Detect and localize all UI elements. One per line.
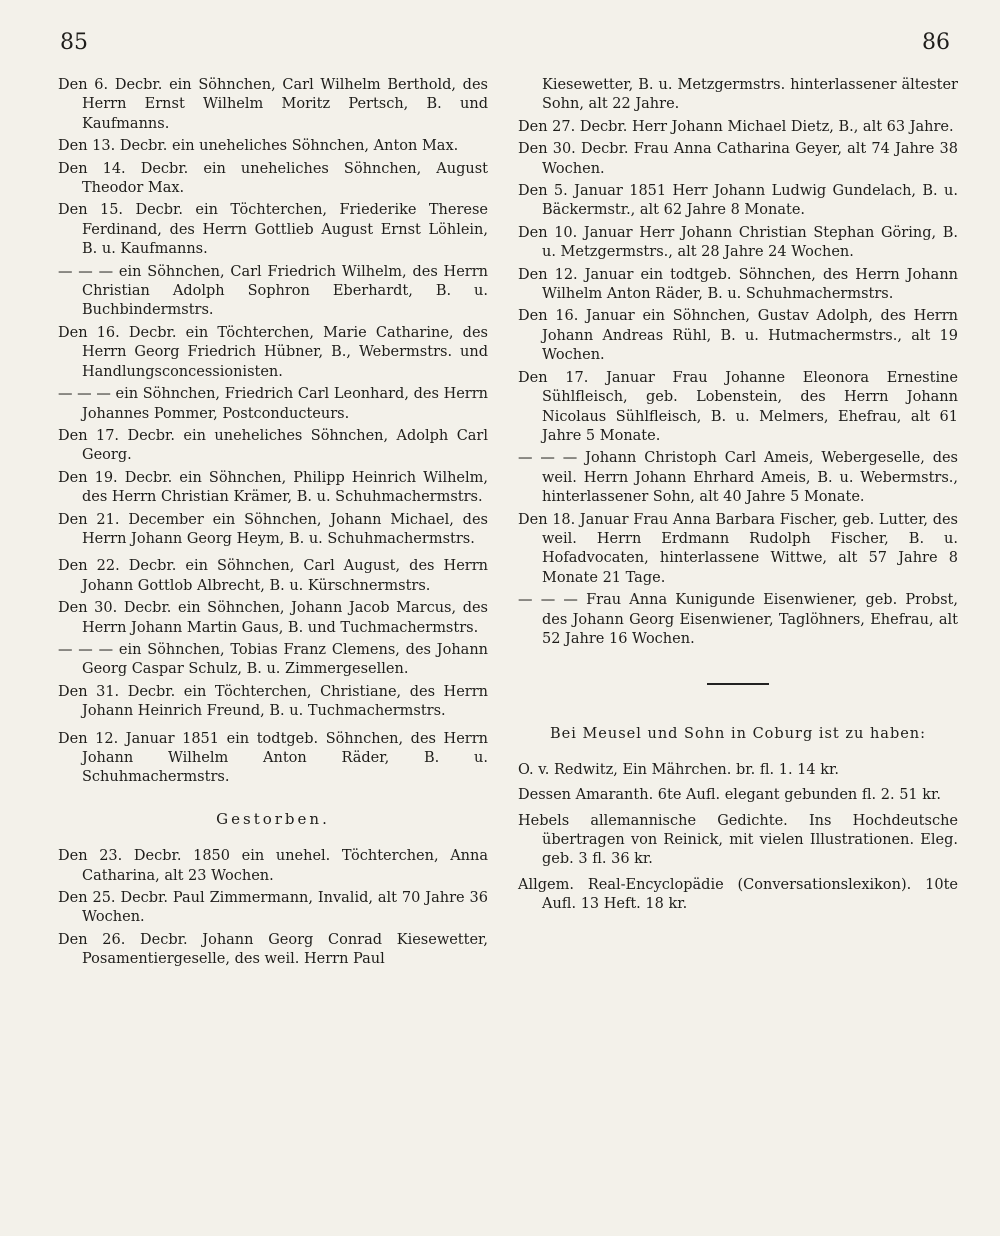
birth-entry: Den 13. Decbr. ein uneheliches Söhnchen, Anton Max. xyxy=(58,138,459,155)
section-divider xyxy=(707,683,769,685)
left-column xyxy=(58,76,488,973)
page-number-left: 85 xyxy=(60,30,88,55)
death-entry: Den 18. Januar Frau Anna Barbara Fischer, geb. Lutter, des weil. Herrn Erdmann Rudolph Fischer, B. u. Hofadvocaten, hinterlassene Wittwe, alt 57 Jahre 8 Monate 21 Tage. xyxy=(518,511,958,586)
page-number-right: 86 xyxy=(922,30,950,55)
birth-entry: Den 16. Decbr. ein Töchterchen, Marie Catharine, des Herrn Georg Friedrich Hübner, B., Webermstrs. und Handlungsconcessionisten. xyxy=(58,324,488,380)
death-entry: Den 16. Januar ein Söhnchen, Gustav Adolph, des Herrn Johann Andreas Rühl, B. u. Hutmachermstrs., alt 19 Wochen. xyxy=(518,308,958,364)
book-advertisement: Dessen Amaranth. 6te Aufl. elegant gebunden fl. 2. 51 kr. xyxy=(518,787,941,804)
death-entry: Den 23. Decbr. 1850 ein unehel. Töchterchen, Anna Catharina, alt 23 Wochen. xyxy=(58,848,488,884)
book-advertisement: O. v. Redwitz, Ein Mährchen. br. fl. 1. 14 kr. xyxy=(518,761,839,778)
birth-entry: Den 31. Decbr. ein Töchterchen, Christiane, des Herrn Johann Heinrich Freund, B. u. Tuchmachermstrs. xyxy=(58,683,488,720)
book-advertisement: Hebels allemannische Gedichte. Ins Hochdeutsche übertragen von Reinick, mit vielen Illustrationen. Eleg. geb. 3 fl. 36 kr. xyxy=(518,812,958,868)
death-entry: Den 27. Decbr. Herr Johann Michael Dietz, B., alt 63 Jahre. xyxy=(518,118,954,135)
birth-entry: Den 21. December ein Söhnchen, Johann Michael, des Herrn Johann Georg Heym, B. u. Schuhmachermstrs. xyxy=(58,511,488,547)
birth-entry: Den 30. Decbr. ein Söhnchen, Johann Jacob Marcus, des Herrn Johann Martin Gaus, B. und Tuchmachermstrs. xyxy=(58,600,488,636)
birth-entry: Den 19. Decbr. ein Söhnchen, Philipp Heinrich Wilhelm, des Herrn Christian Krämer, B. u. Schuhmachermstrs. xyxy=(58,469,488,506)
death-entry: — — — Johann Christoph Carl Ameis, Webergeselle, des weil. Herrn Johann Ehrhard Ameis, B. u. Webermstrs., hinterlassener Sohn, alt 40 Jahre 5 Monate. xyxy=(518,450,958,506)
death-entry: Den 12. Januar ein todtgeb. Söhnchen, des Herrn Johann Wilhelm Anton Räder, B. u. Schuhmachermstrs. xyxy=(518,266,958,303)
book-advertisement: Allgem. Real-Encyclopädie (Conversationslexikon). 10te Aufl. 13 Heft. 18 kr. xyxy=(518,876,958,913)
death-entry: — — — Frau Anna Kunigunde Eisenwiener, geb. Probst, des Johann Georg Eisenwiener, Taglöhners, Ehefrau, alt 52 Jahre 16 Wochen. xyxy=(518,592,958,647)
birth-entry: — — — ein Söhnchen, Tobias Franz Clemens, des Johann Georg Caspar Schulz, B. u. Zimmergesellen. xyxy=(58,641,488,678)
right-column xyxy=(518,76,958,921)
death-entry: Den 25. Decbr. Paul Zimmermann, Invalid, alt 70 Jahre 36 Wochen. xyxy=(58,890,488,926)
death-entry-continuation: Kiesewetter, B. u. Metzgermstrs. hinterlassener ältester Sohn, alt 22 Jahre. xyxy=(542,77,958,113)
birth-entry: Den 22. Decbr. ein Söhnchen, Carl August, des Herrn Johann Gottlob Albrecht, B. u. Kürschnermstrs. xyxy=(58,558,488,594)
death-entry: Den 30. Decbr. Frau Anna Catharina Geyer, alt 74 Jahre 38 Wochen. xyxy=(518,141,958,177)
death-entry: Den 10. Januar Herr Johann Christian Stephan Göring, B. u. Metzgermstrs., alt 28 Jahre 24 Wochen. xyxy=(518,224,958,261)
birth-entry: Den 12. Januar 1851 ein todtgeb. Söhnchen, des Herrn Johann Wilhelm Anton Räder, B. u. Schuhmachermstrs. xyxy=(58,730,488,786)
deaths-heading: Gestorben. xyxy=(216,809,330,828)
death-entry: Den 17. Januar Frau Johanne Eleonora Ernestine Sühlfleisch, geb. Lobenstein, des Herrn Johann Nicolaus Sühlfleisch, B. u. Melmers, Ehefrau, alt 61 Jahre 5 Monate. xyxy=(518,369,958,444)
birth-entry: Den 15. Decbr. ein Töchterchen, Friederike Therese Ferdinand, des Herrn Gottlieb August Ernst Löhlein, B. u. Kaufmanns. xyxy=(58,202,488,258)
birth-entry: Den 14. Decbr. ein uneheliches Söhnchen, August Theodor Max. xyxy=(58,160,488,197)
bookseller-notice: Bei Meusel und Sohn in Coburg ist zu haben: xyxy=(549,726,927,743)
birth-entry: — — — ein Söhnchen, Carl Friedrich Wilhelm, des Herrn Christian Adolph Sophron Eberhardt, B. u. Buchbindermstrs. xyxy=(58,263,488,319)
death-entry: Den 26. Decbr. Johann Georg Conrad Kiesewetter, Posamentiergeselle, des weil. Herrn Paul xyxy=(58,931,488,968)
birth-entry: Den 6. Decbr. ein Söhnchen, Carl Wilhelm Berthold, des Herrn Ernst Wilhelm Moritz Pertsch, B. und Kaufmanns. xyxy=(58,77,488,132)
birth-entry: — — — ein Söhnchen, Friedrich Carl Leonhard, des Herrn Johannes Pommer, Postconducteurs. xyxy=(58,386,488,422)
death-entry: Den 5. Januar 1851 Herr Johann Ludwig Gundelach, B. u. Bäckermstr., alt 62 Jahre 8 Monate. xyxy=(518,183,958,219)
birth-entry: Den 17. Decbr. ein uneheliches Söhnchen, Adolph Carl Georg. xyxy=(58,427,488,464)
